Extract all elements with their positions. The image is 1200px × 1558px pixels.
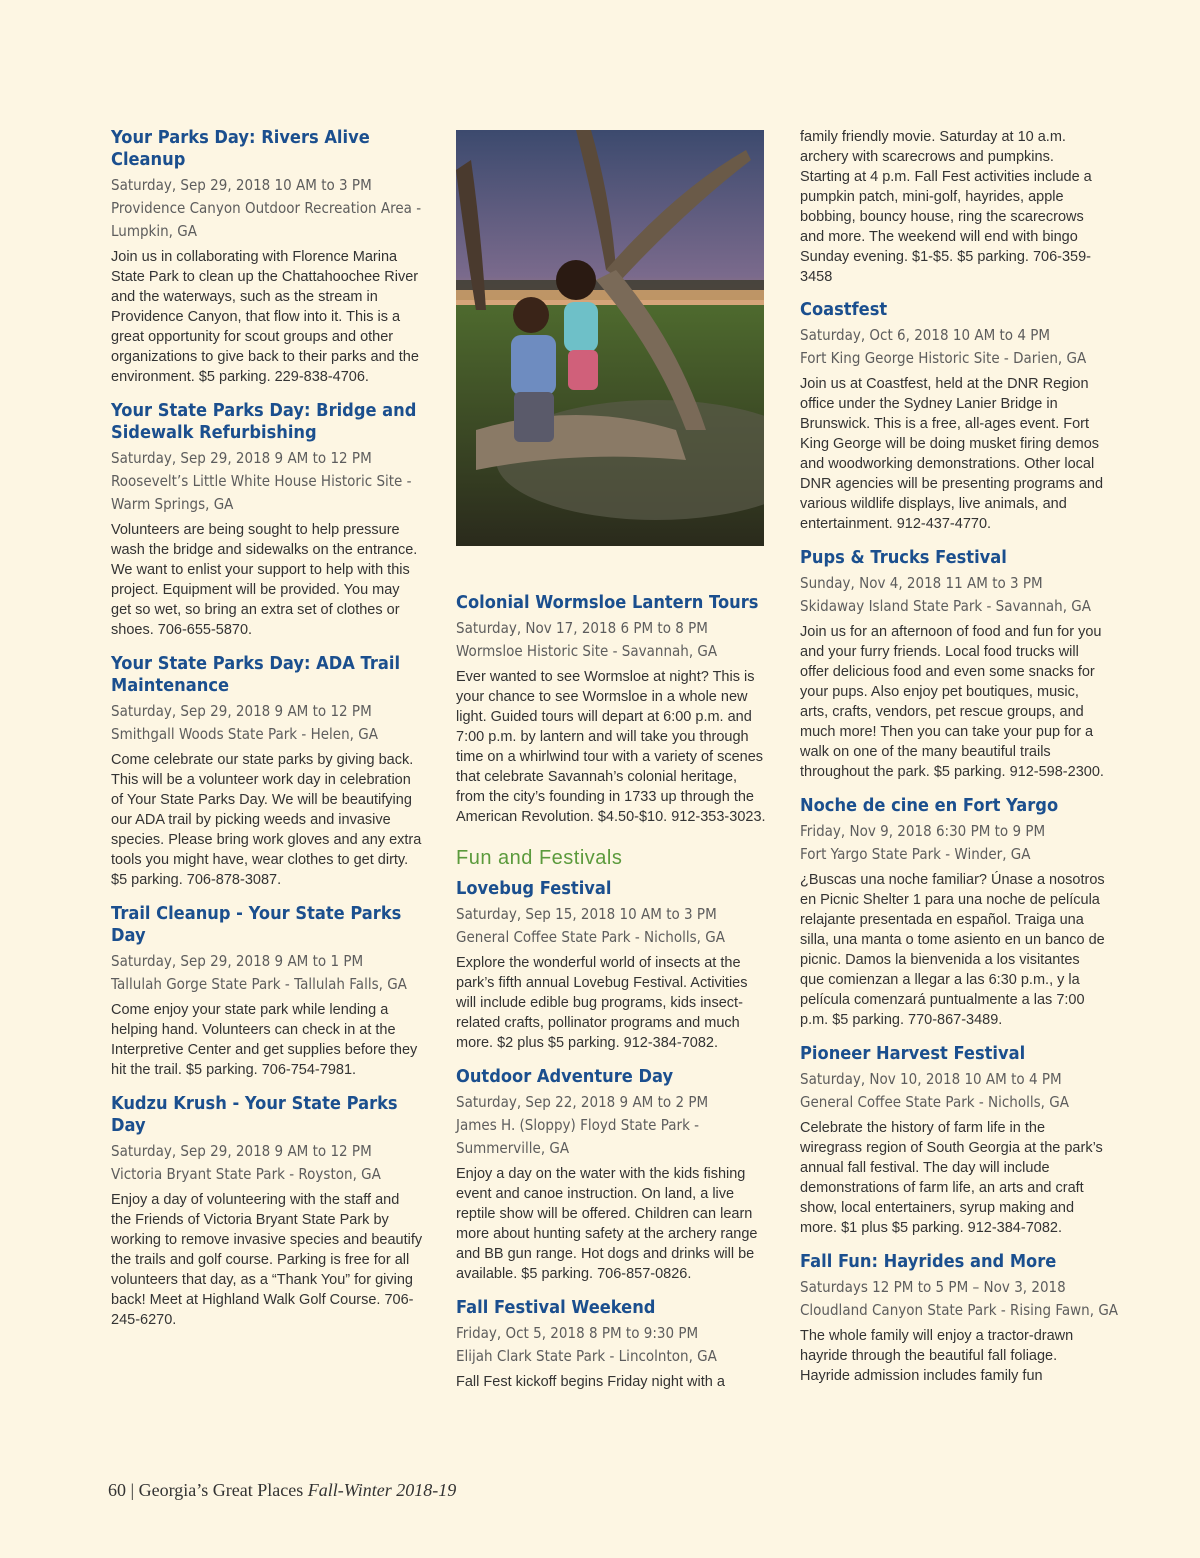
event-title: Fall Festival Weekend xyxy=(456,1298,656,1318)
event-title: Pioneer Harvest Festival xyxy=(800,1044,1026,1064)
event-location: Wormsloe Historic Site - Savannah, GA xyxy=(456,642,718,660)
event-lantern-tours xyxy=(456,592,768,827)
event-description: Come enjoy your state park while lending a helping hand. Volunteers can check in at the Interpretive Center and get supplies before they hit the trail. $5 parking. 706-754-7981. xyxy=(111,1002,418,1078)
event-description: Join us at Coastfest, held at the DNR Region office under the Sydney Lanier Bridge in Brunswick. This is a free, all-ages event. Fort King George will be doing musket firing demos and woodworking demonstrations. Other local DNR agencies will be presenting programs and various wildlife displays, live animals, and entertainment. 912-437-4770. xyxy=(800,376,1104,532)
event-location: Elijah Clark State Park - Lincolnton, GA xyxy=(456,1347,717,1365)
event-bridge-sidewalk xyxy=(111,400,423,640)
event-location: Skidaway Island State Park - Savannah, GA xyxy=(800,597,1092,615)
event-lovebug xyxy=(456,878,768,1053)
event-date: Saturday, Sep 15, 2018 10 AM to 3 PM xyxy=(456,905,717,923)
event-fall-festival-weekend xyxy=(456,1297,768,1392)
event-description: Come celebrate our state parks by giving back. This will be a volunteer work day in celebration of Your State Parks Day. We will be beautifying our ADA trail by picking weeds and invasive species. Please bring work gloves and any extra tools you might have, wear clothes to get dirty. $5 parking. 706-878-3087. xyxy=(111,752,422,888)
event-location: General Coffee State Park - Nicholls, GA xyxy=(800,1093,1069,1111)
column-right xyxy=(800,127,1119,1399)
event-date: Saturday, Sep 29, 2018 9 AM to 1 PM xyxy=(111,952,364,970)
event-location: General Coffee State Park - Nicholls, GA xyxy=(456,928,725,946)
event-location: Fort King George Historic Site - Darien, GA xyxy=(800,349,1087,367)
event-date: Saturday, Sep 29, 2018 9 AM to 12 PM xyxy=(111,449,372,467)
column-middle xyxy=(456,592,768,1405)
event-description: Volunteers are being sought to help pressure wash the bridge and sidewalks on the entrance. We want to enlist your support to help with this project. Equipment will be provided. You may get so wet, so bring an extra set of clothes or shoes. 706-655-5870. xyxy=(111,522,418,638)
event-rivers-alive xyxy=(111,127,423,387)
event-title: Fall Fun: Hayrides and More xyxy=(800,1252,1057,1272)
event-date: Saturday, Sep 22, 2018 9 AM to 2 PM xyxy=(456,1093,709,1111)
event-location: Cloudland Canyon State Park - Rising Fawn, GA xyxy=(800,1301,1119,1319)
event-description: ¿Buscas una noche familiar? Únase a nosotros en Picnic Shelter 1 para una noche de película relajante presentada en español. Traiga una silla, una manta o tome asiento en un banco de picnic. Damos la bienvenida a los visitantes que comienzan a llegar a las 6:30 p.m., y la película comenzará puntualmente a las 7:00 p.m. $5 parking. 770-867-3489. xyxy=(800,872,1105,1028)
event-description: Enjoy a day of volunteering with the staff and the Friends of Victoria Bryant State Park by working to remove invasive species and beautify the trails and golf course. Parking is free for all volunteers that day, as a “Thank You” for giving back! Meet at Highland Walk Golf Course. 706-245-6270. xyxy=(111,1192,423,1328)
event-title: Kudzu Krush - Your State Parks Day xyxy=(111,1094,398,1136)
event-title: Outdoor Adventure Day xyxy=(456,1067,674,1087)
event-title: Lovebug Festival xyxy=(456,879,612,899)
page-footer xyxy=(108,1480,456,1501)
event-description: Ever wanted to see Wormsloe at night? This is your chance to see Wormsloe in a whole new light. Guided tours will depart at 6:00 p.m. and 7:00 p.m. by lantern and will take you through time on a whirlwind tour with a variety of scenes that celebrate Savannah’s colonial heritage, from the city’s founding in 1733 up through the American Revolution. $4.50-$10. 912-353-3023. xyxy=(456,669,766,825)
event-kudzu-krush xyxy=(111,1093,423,1330)
event-description: Fall Fest kickoff begins Friday night with a xyxy=(456,1374,725,1390)
event-pups-trucks xyxy=(800,547,1106,782)
event-description: Join us for an afternoon of food and fun for you and your furry friends. Local food trucks will offer delicious food and even some snacks for your pups. Also enjoy pet boutiques, music, arts, crafts, vendors, pet rescue groups, and much more! Then you can take your pup for a walk on one of the many beautiful trails throughout the park. $5 parking. 912-598-2300. xyxy=(800,624,1104,780)
event-description: Join us in collaborating with Florence Marina State Park to clean up the Chattahoochee River and the waterways, such as the stream in Providence Canyon, that flow into it. This is a great opportunity for scout groups and other organizations to give back to their parks and the environment. $5 parking. 229-838-4706. xyxy=(111,249,419,385)
event-title: Noche de cine en Fort Yargo xyxy=(800,796,1059,816)
event-trail-cleanup xyxy=(111,903,423,1080)
event-date: Saturday, Nov 10, 2018 10 AM to 4 PM xyxy=(800,1070,1062,1088)
event-title: Your State Parks Day: Bridge and Sidewalk Refurbishing xyxy=(111,401,417,443)
event-title: Coastfest xyxy=(800,300,888,320)
publication-name: Georgia’s Great Places xyxy=(138,1480,304,1500)
event-title: Trail Cleanup - Your State Parks Day xyxy=(111,904,402,946)
photo-illustration xyxy=(456,130,764,546)
event-location: Providence Canyon Outdoor Recreation Area - Lumpkin, GA xyxy=(111,199,422,240)
event-date: Saturday, Nov 17, 2018 6 PM to 8 PM xyxy=(456,619,708,637)
event-date: Saturday, Sep 29, 2018 9 AM to 12 PM xyxy=(111,702,372,720)
event-location: Roosevelt’s Little White House Historic Site - Warm Springs, GA xyxy=(111,472,412,513)
continued-text: family friendly movie. Saturday at 10 a.m. archery with scarecrows and pumpkins. Starting at 4 p.m. Fall Fest activities include a pumpkin patch, mini-golf, hayrides, apple bobbing, bouncy house, ring the scarecrows and more. The weekend will end with bingo Sunday evening. $1-$5. $5 parking. 706-359-3458 xyxy=(800,129,1092,285)
event-description: Explore the wonderful world of insects at the park’s fifth annual Lovebug Festival. Activities will include edible bug programs, kids insect-related crafts, pollinator programs and much more. $2 plus $5 parking. 912-384-7082. xyxy=(456,955,748,1051)
event-description: The whole family will enjoy a tractor-drawn hayride through the beautiful fall foliage. Hayride admission includes family fun xyxy=(800,1328,1074,1384)
event-location: Fort Yargo State Park - Winder, GA xyxy=(800,845,1031,863)
event-title: Your Parks Day: Rivers Alive Cleanup xyxy=(111,128,370,170)
page-number: 60 xyxy=(108,1480,126,1500)
event-location: Smithgall Woods State Park - Helen, GA xyxy=(111,725,378,743)
event-location: James H. (Sloppy) Floyd State Park - Summerville, GA xyxy=(456,1116,700,1157)
event-description: Celebrate the history of farm life in the wiregrass region of South Georgia at the park’s annual fall festival. The day will include demonstrations of farm life, an arts and craft show, local entertainers, syrup making and more. $1 plus $5 parking. 912-384-7082. xyxy=(800,1120,1103,1236)
event-coastfest xyxy=(800,299,1106,534)
event-date: Saturdays 12 PM to 5 PM – Nov 3, 2018 xyxy=(800,1278,1066,1296)
footer-separator: | xyxy=(130,1480,135,1500)
event-date: Saturday, Oct 6, 2018 10 AM to 4 PM xyxy=(800,326,1051,344)
event-outdoor-adventure xyxy=(456,1066,768,1284)
event-date: Saturday, Sep 29, 2018 10 AM to 3 PM xyxy=(111,176,372,194)
event-date: Sunday, Nov 4, 2018 11 AM to 3 PM xyxy=(800,574,1043,592)
event-date: Friday, Oct 5, 2018 8 PM to 9:30 PM xyxy=(456,1324,699,1342)
column-left xyxy=(111,127,423,1343)
event-date: Friday, Nov 9, 2018 6:30 PM to 9 PM xyxy=(800,822,1046,840)
issue-name: Fall-Winter 2018-19 xyxy=(307,1480,457,1500)
section-heading: Fun and Festivals xyxy=(456,847,623,869)
event-title: Your State Parks Day: ADA Trail Maintenance xyxy=(111,654,401,696)
sunset-children-photo xyxy=(456,130,764,546)
event-title: Colonial Wormsloe Lantern Tours xyxy=(456,593,759,613)
event-location: Victoria Bryant State Park - Royston, GA xyxy=(111,1165,381,1183)
event-noche-de-cine xyxy=(800,795,1106,1030)
event-description: Enjoy a day on the water with the kids fishing event and canoe instruction. On land, a live reptile show will be offered. Children can learn more about hunting safety at the archery range and BB gun range. Hot dogs and drinks will be available. $5 parking. 706-857-0826. xyxy=(456,1166,758,1282)
event-ada-trail xyxy=(111,653,423,890)
event-title: Pups & Trucks Festival xyxy=(800,548,1007,568)
event-date: Saturday, Sep 29, 2018 9 AM to 12 PM xyxy=(111,1142,372,1160)
event-location: Tallulah Gorge State Park - Tallulah Falls, GA xyxy=(111,975,407,993)
event-fall-fun-hayrides xyxy=(800,1251,1119,1386)
event-pioneer-harvest xyxy=(800,1043,1106,1238)
